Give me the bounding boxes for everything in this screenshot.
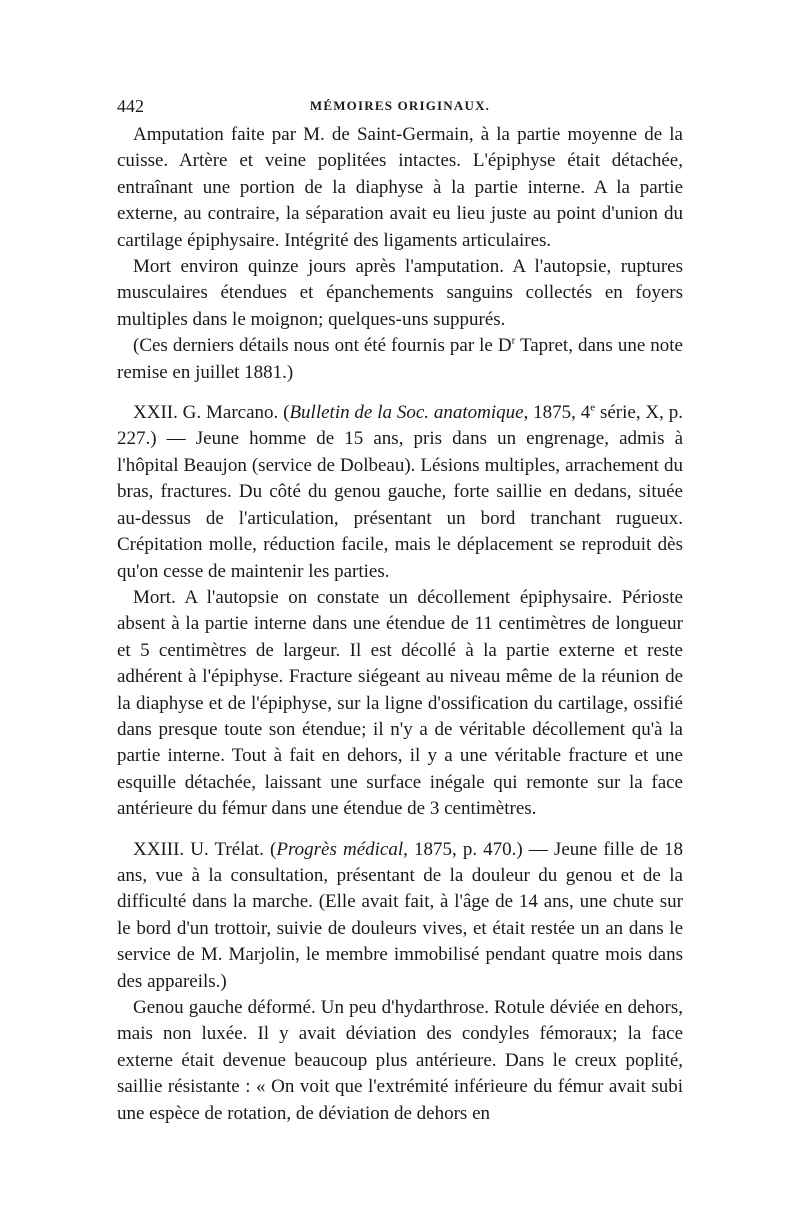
citation-details: , 1875, 4	[523, 402, 591, 424]
page-number: 442	[117, 96, 144, 116]
citation-title: Bulletin de la Soc. anatomique	[289, 402, 524, 424]
paragraph: Amputation faite par M. de Saint-Germain, à la partie moyenne de la cuisse. Artère et veine poplitées intactes. L'épiphyse était détachée, entraînant une portion de la diaphyse à la partie interne. A la partie externe, au contraire, la séparation avait eu lieu juste au point d'union du cartilage épiphysaire. Intégrité des ligaments articulaires.	[117, 124, 683, 251]
running-header	[117, 96, 683, 122]
superscript: e	[590, 401, 596, 414]
paragraph: Mort environ quinze jours après l'amputation. A l'autopsie, ruptures musculaires étendues et épanchements sanguins collectés en foyers multiples dans le moignon; quelques-uns suppurés.	[117, 256, 683, 330]
paragraph-text: (Ces derniers détails nous ont été fournis par le D	[133, 335, 512, 357]
case-heading: XXIII. U. Trélat. (	[133, 838, 277, 860]
paragraph	[117, 333, 683, 386]
paragraph: Genou gauche déformé. Un peu d'hydarthrose. Rotule déviée en dehors, mais non luxée. Il y avait déviation des condyles fémoraux; la face externe était devenue beaucoup plus antérieure. Dans le creux poplité, saillie résistante : « On voit que l'extrémité inférieure du fémur avait subi une espèce de rotation, de déviation de dehors en	[117, 997, 683, 1124]
superscript: r	[511, 334, 516, 347]
paragraph-text: Tapret, dans une note remise en juillet 1881.)	[117, 335, 683, 383]
case-entry-xxiii	[117, 837, 683, 995]
running-title: MÉMOIRES ORIGINAUX.	[309, 98, 491, 113]
paragraph-text: , 1875, p. 470.) — Jeune fille de 18 ans, vue à la consultation, présentant de la douleur du genou et de la difficulté dans la marche. (Elle avait fait, à l'âge de 14 ans, une chute sur le bord d'un trottoir, suivie de douleurs vives, et était restée un an dans le service de M. Marjolin, le membre immobilisé pendant quatre mois dans des appareils.)	[117, 838, 683, 992]
document-page	[117, 96, 683, 1127]
paragraph: Mort. A l'autopsie on constate un décollement épiphysaire. Périoste absent à la partie interne dans une étendue de 11 centimètres de longueur et 5 centimètres de largeur. Il est décollé à la partie externe et reste adhérent à l'épiphyse. Fracture siégeant au niveau même de la réunion de la diaphyse et de l'épiphyse, sur la ligne d'ossification du cartilage, ossifié dans presque toute son étendue; il n'y a de véritable décollement qu'à la partie interne. Tout à fait en dehors, il y a une véritable fracture et une esquille détachée, laissant une surface inégale qui remonte sur la face antérieure du fémur dans une étendue de 3 centimètres.	[117, 586, 683, 820]
paragraph-text: série, X, p. 227.) — Jeune homme de 15 ans, pris dans un engrenage, admis à l'hôpital Beaujon (service de Dolbeau). Lésions multiples, arrachement du bras, fractures. Du côté du genou gauche, forte saillie en dedans, située au-dessus de l'articulation, présentant un bord tranchant rugueux. Crépitation molle, réduction facile, mais le déplacement se reproduit dès qu'on cesse de maintenir les parties.	[117, 402, 683, 582]
case-entry-xxii	[117, 400, 683, 585]
body-text	[117, 122, 683, 1127]
case-heading: XXII. G. Marcano. (	[133, 402, 290, 424]
citation-title: Progrès médical	[276, 838, 404, 860]
